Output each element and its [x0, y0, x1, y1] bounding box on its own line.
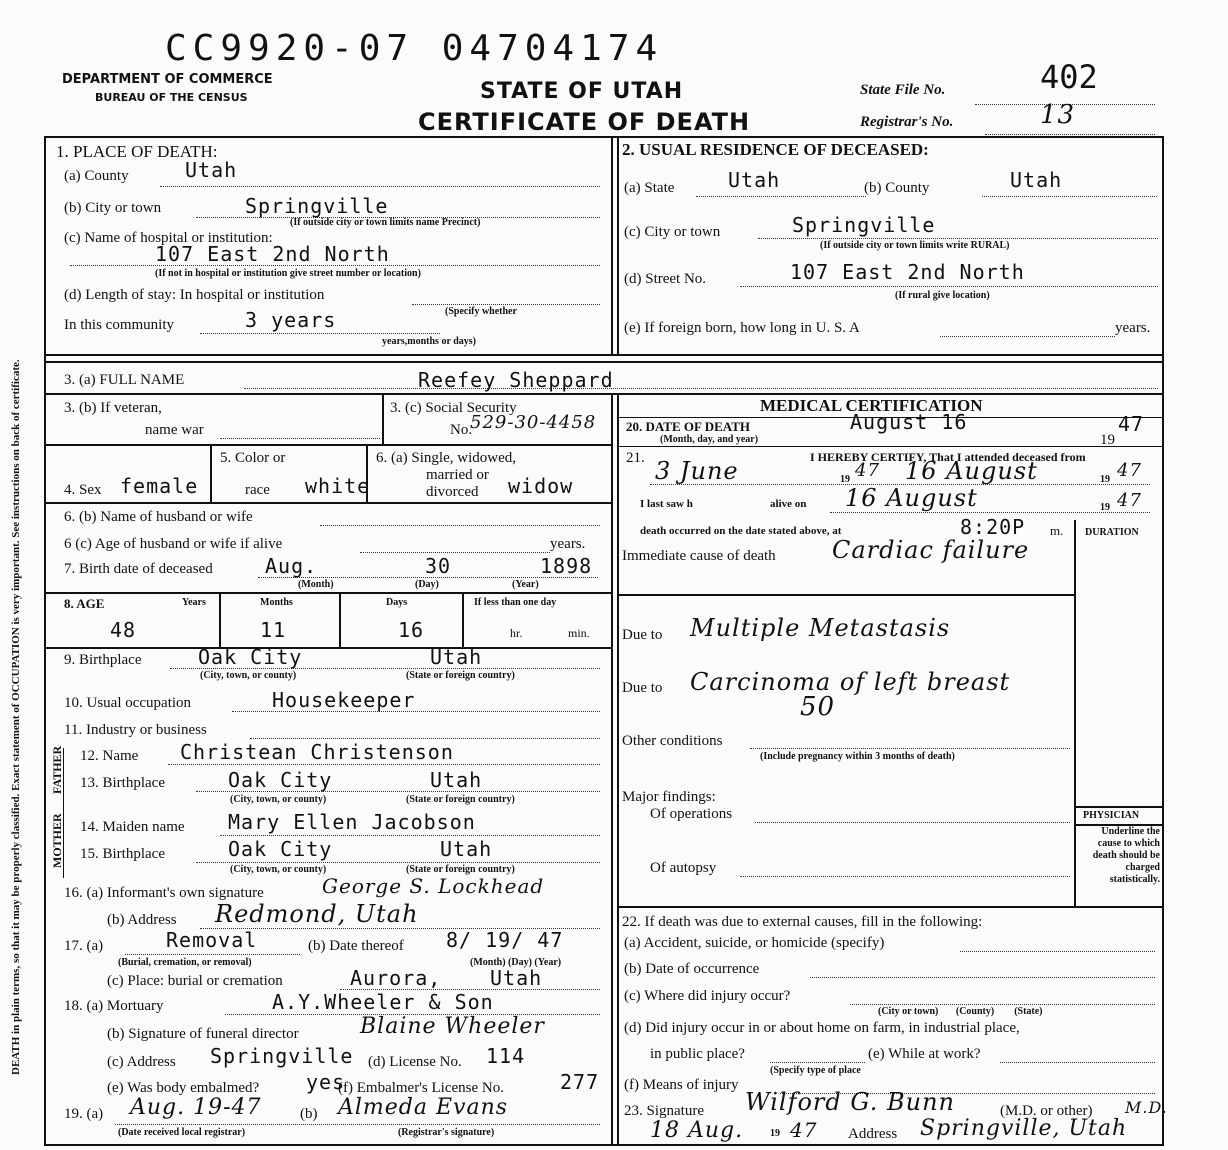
- maiden-name-label: 14. Maiden name: [80, 819, 185, 835]
- father-city-caption: (City, town, or county): [230, 794, 327, 805]
- time-of-death-value: 8:20P: [960, 515, 1026, 539]
- age-label: 8. AGE: [64, 596, 105, 611]
- father-state-caption: (State or foreign country): [406, 794, 515, 805]
- full-name-label: 3. (a) FULL NAME: [64, 372, 185, 388]
- birthplace-state-caption: (State or foreign country): [406, 670, 515, 681]
- birth-date-label: 7. Birth date of deceased: [64, 561, 213, 577]
- attended-to: 16 August: [905, 457, 1038, 485]
- father-name-label: 12. Name: [80, 748, 139, 764]
- husband-years-label: years.: [550, 536, 586, 552]
- color-label: 5. Color or: [220, 450, 286, 466]
- specify-note: (Specify whether: [445, 306, 517, 317]
- funeral-director-label: (b) Signature of funeral director: [107, 1026, 299, 1042]
- husband-name-label: 6. (b) Name of husband or wife: [64, 509, 253, 525]
- injury-home-label: (d) Did injury occur in or about home on farm, in industrial place,: [624, 1020, 1020, 1036]
- mother-birthplace-label: 15. Birthplace: [80, 846, 165, 862]
- residence-county-value: Utah: [1010, 168, 1063, 192]
- funeral-director-signature: Blaine Wheeler: [360, 1014, 545, 1039]
- operations-label: Of operations: [650, 806, 733, 822]
- birth-month-caption: (Month): [298, 579, 334, 590]
- removal-value: Removal: [166, 928, 258, 952]
- birth-year-caption: (Year): [512, 579, 539, 590]
- physician-label: PHYSICIAN: [1083, 810, 1140, 821]
- mother-state-caption: (State or foreign country): [406, 864, 515, 875]
- alive-on-date: 16 August: [845, 484, 978, 512]
- birthplace-city-value: Oak City: [198, 645, 303, 669]
- from-year: 47: [855, 460, 880, 481]
- state-file-label: State File No.: [860, 82, 946, 98]
- bureau-label: BUREAU OF THE CENSUS: [95, 91, 248, 104]
- occurrence-date-label: (b) Date of occurrence: [624, 961, 760, 977]
- veteran-label: 3. (b) If veteran,: [64, 400, 162, 416]
- birthplace-label: 9. Birthplace: [64, 652, 142, 668]
- side-instruction-note: DEATH in plain terms, so that it may be properly classified. Exact statement of OCCUPATION is very important. See instructions on back of certificate.: [10, 359, 22, 1075]
- certify-text: I HEREBY CERTIFY, That I attended deceased from: [810, 450, 1086, 464]
- occupation-label: 10. Usual occupation: [64, 695, 192, 711]
- cause-code: 50: [800, 692, 836, 722]
- birth-year-value: 1898: [540, 554, 593, 578]
- informant-label: 16. (a) Informant's own signature: [64, 885, 264, 901]
- duration-label: DURATION: [1085, 527, 1139, 538]
- residence-city-note: (If outside city or town limits write RURAL): [820, 240, 1010, 251]
- immediate-cause-label: Immediate cause of death: [622, 548, 776, 564]
- war-label: name war: [145, 422, 204, 438]
- street-label: (d) Street No.: [624, 271, 707, 287]
- street-note: (If rural give location): [895, 290, 990, 301]
- death-city-label: (b) City or town: [64, 200, 162, 216]
- husband-age-label: 6 (c) Age of husband or wife if alive: [64, 536, 283, 552]
- social-security-label: 3. (c) Social Security: [390, 400, 517, 416]
- length-of-stay-label: (d) Length of stay: In hospital or institution: [64, 287, 325, 303]
- alive-year: 47: [1117, 490, 1142, 511]
- signature-label: 23. Signature: [624, 1103, 704, 1119]
- race-label: race: [245, 482, 270, 498]
- residence-state-value: Utah: [728, 168, 781, 192]
- foreign-born-label: (e) If foreign born, how long in U. S. A: [624, 320, 860, 336]
- registrar-number: 13: [1040, 100, 1076, 130]
- signature-address-label: Address: [848, 1126, 898, 1142]
- injury-location-caption: (City or town) (County) (State): [878, 1006, 1043, 1017]
- embalmed-value: yes: [306, 1070, 346, 1094]
- marital-label: 6. (a) Single, widowed,: [376, 450, 516, 466]
- married-label: married or: [426, 467, 489, 483]
- removal-caption: (Burial, cremation, or removal): [118, 957, 252, 968]
- public-place-label: in public place?: [650, 1046, 745, 1062]
- mother-birthplace-city: Oak City: [228, 837, 333, 861]
- means-of-injury-label: (f) Means of injury: [624, 1077, 739, 1093]
- place-of-death-title: 1. PLACE OF DEATH:: [56, 142, 218, 161]
- marital-value: widow: [508, 474, 574, 498]
- state-file-number: 402: [1040, 58, 1098, 96]
- birth-day-caption: (Day): [415, 579, 439, 590]
- other-conditions-caption: (Include pregnancy within 3 months of death): [760, 751, 955, 762]
- hospital-label: (c) Name of hospital or institution:: [64, 230, 273, 246]
- major-findings-label: Major findings:: [622, 789, 716, 805]
- mortuary-value: A.Y.Wheeler & Son: [272, 990, 494, 1014]
- from-nineteen: 19: [840, 474, 850, 485]
- age-years-label: Years: [182, 597, 206, 608]
- state-title: STATE OF UTAH: [480, 79, 684, 104]
- death-county-label: (a) County: [64, 168, 129, 184]
- received-date-value: Aug. 19-47: [130, 1095, 262, 1120]
- father-vertical-label: FATHER: [50, 745, 64, 794]
- received-label: 19. (a): [64, 1106, 104, 1122]
- father-name-value: Christean Christenson: [180, 740, 454, 764]
- md-value: M.D.: [1125, 1098, 1168, 1117]
- signature-year: 47: [790, 1118, 818, 1142]
- usual-residence-title: 2. USUAL RESIDENCE OF DECEASED:: [622, 140, 929, 159]
- section-21-label: 21.: [626, 450, 645, 466]
- medical-certification-title: MEDICAL CERTIFICATION: [760, 396, 983, 415]
- embalmer-license-label: (f) Embalmer's License No.: [338, 1080, 504, 1096]
- foreign-years-label: years.: [1115, 320, 1151, 336]
- age-years-value: 48: [110, 618, 137, 642]
- death-county-value: Utah: [185, 158, 238, 182]
- registrar-label: Registrar's No.: [860, 114, 954, 130]
- license-value: 114: [486, 1044, 526, 1068]
- signature-address-value: Springville, Utah: [920, 1116, 1128, 1141]
- birth-day-value: 30: [425, 554, 452, 578]
- birthplace-city-caption: (City, town, or county): [200, 670, 297, 681]
- removal-date-caption: (Month) (Day) (Year): [470, 957, 562, 968]
- removal-date-value: 8/ 19/ 47: [446, 928, 564, 952]
- occurred-label: death occurred on the date stated above, at: [640, 525, 842, 537]
- mother-vertical-label: MOTHER: [50, 813, 64, 868]
- mortuary-address-value: Springville: [210, 1044, 354, 1068]
- attended-from: 3 June: [655, 457, 739, 485]
- registrar-caption: (Registrar's signature): [398, 1127, 495, 1138]
- last-saw-label: I last saw h: [640, 498, 693, 510]
- dod-year-value: 47: [1118, 412, 1145, 436]
- to-year: 47: [1117, 460, 1142, 481]
- removal-label: 17. (a): [64, 938, 104, 954]
- birthplace-state-value: Utah: [430, 645, 483, 669]
- residence-city-label: (c) City or town: [624, 224, 721, 240]
- divorced-label: divorced: [426, 484, 479, 500]
- age-less-label: If less than one day: [474, 597, 557, 608]
- signature-nineteen: 19: [770, 1128, 780, 1139]
- father-birthplace-label: 13. Birthplace: [80, 775, 165, 791]
- full-name-value: Reefey Sheppard: [418, 368, 614, 392]
- registrar-signature-value: Almeda Evans: [338, 1095, 509, 1120]
- due-to-2-value: Carcinoma of left breast: [690, 668, 1011, 696]
- burial-place-city: Aurora,: [350, 966, 442, 990]
- sex-value: female: [120, 474, 199, 498]
- community-label: In this community: [64, 317, 174, 333]
- age-min-label: min.: [568, 626, 590, 640]
- received-caption: (Date received local registrar): [118, 1127, 246, 1138]
- informant-address-label: (b) Address: [107, 912, 177, 928]
- age-days-value: 16: [398, 618, 425, 642]
- mortuary-address-label: (c) Address: [107, 1054, 176, 1070]
- immediate-cause-value: Cardiac failure: [832, 536, 1030, 564]
- alive-nineteen: 19: [1100, 502, 1110, 513]
- ss-no-value: 529-30-4458: [470, 412, 597, 433]
- ymd-note: years,months or days): [382, 336, 476, 347]
- department-label: DEPARTMENT OF COMMERCE: [62, 72, 273, 87]
- due-to-2-label: Due to: [622, 680, 663, 696]
- informant-address-value: Redmond, Utah: [215, 900, 419, 928]
- place-type-caption: (Specify type of place: [770, 1065, 861, 1076]
- street-value: 107 East 2nd North: [790, 260, 1025, 284]
- ss-no-label: No.: [450, 422, 473, 438]
- hospital-value: 107 East 2nd North: [155, 242, 390, 266]
- residence-county-label: (b) County: [864, 180, 930, 196]
- autopsy-label: Of autopsy: [650, 860, 717, 876]
- removal-date-label: (b) Date thereof: [308, 938, 404, 954]
- date-of-death-value: August 16: [850, 410, 968, 434]
- certificate-title: CERTIFICATE OF DEATH: [418, 108, 751, 136]
- age-hr-label: hr.: [510, 626, 523, 640]
- informant-signature: George S. Lockhead: [322, 874, 545, 898]
- injury-location-label: (c) Where did injury occur?: [624, 988, 791, 1004]
- external-causes-title: 22. If death was due to external causes, fill in the following:: [622, 914, 983, 930]
- mother-birthplace-state: Utah: [440, 837, 493, 861]
- due-to-1-label: Due to: [622, 627, 663, 643]
- father-birthplace-city: Oak City: [228, 768, 333, 792]
- age-days-label: Days: [386, 597, 408, 608]
- date-of-death-label: 20. DATE OF DEATH: [626, 419, 750, 434]
- md-label: (M.D. or other): [1000, 1103, 1093, 1119]
- age-months-value: 11: [260, 618, 287, 642]
- death-city-note: (If outside city or town limits name Precinct): [290, 217, 481, 228]
- to-nineteen: 19: [1100, 474, 1110, 485]
- accident-label: (a) Accident, suicide, or homicide (specify): [624, 935, 885, 951]
- maiden-name-value: Mary Ellen Jacobson: [228, 810, 476, 834]
- embalmed-label: (e) Was body embalmed?: [107, 1080, 260, 1096]
- underline-note: Underline the cause to which death should be charged statistically.: [1092, 826, 1160, 885]
- community-value: 3 years: [245, 308, 337, 332]
- mortuary-label: 18. (a) Mortuary: [64, 998, 164, 1014]
- industry-label: 11. Industry or business: [64, 722, 207, 738]
- signature-date-day: 18 Aug.: [650, 1118, 744, 1143]
- other-conditions-label: Other conditions: [622, 733, 723, 749]
- alive-on-label: alive on: [770, 498, 807, 510]
- occupation-value: Housekeeper: [272, 688, 416, 712]
- hospital-note: (If not in hospital or institution give street number or location): [155, 268, 421, 279]
- birth-month-value: Aug.: [265, 554, 318, 578]
- physician-signature: Wilford G. Bunn: [745, 1088, 955, 1116]
- embalmer-license-value: 277: [560, 1070, 600, 1094]
- mother-city-caption: (City, town, or county): [230, 864, 327, 875]
- dod-nineteen: 19: [1100, 432, 1115, 448]
- date-of-death-caption: (Month, day, and year): [660, 434, 759, 445]
- license-label: (d) License No.: [368, 1054, 462, 1070]
- residence-city-value: Springville: [792, 213, 936, 237]
- due-to-1-value: Multiple Metastasis: [690, 614, 951, 642]
- residence-state-label: (a) State: [624, 180, 675, 196]
- time-m-label: m.: [1050, 523, 1064, 538]
- while-at-work-label: (e) While at work?: [868, 1046, 981, 1062]
- father-birthplace-state: Utah: [430, 768, 483, 792]
- sex-label: 4. Sex: [64, 482, 102, 498]
- death-city-value: Springville: [245, 194, 389, 218]
- age-months-label: Months: [260, 597, 293, 608]
- race-value: white: [305, 474, 371, 498]
- burial-place-state: Utah: [490, 966, 543, 990]
- burial-place-label: (c) Place: burial or cremation: [107, 973, 283, 989]
- certificate-serial-number: CC9920-07 04704174: [165, 28, 664, 69]
- registrar-signature-label: (b): [300, 1106, 318, 1122]
